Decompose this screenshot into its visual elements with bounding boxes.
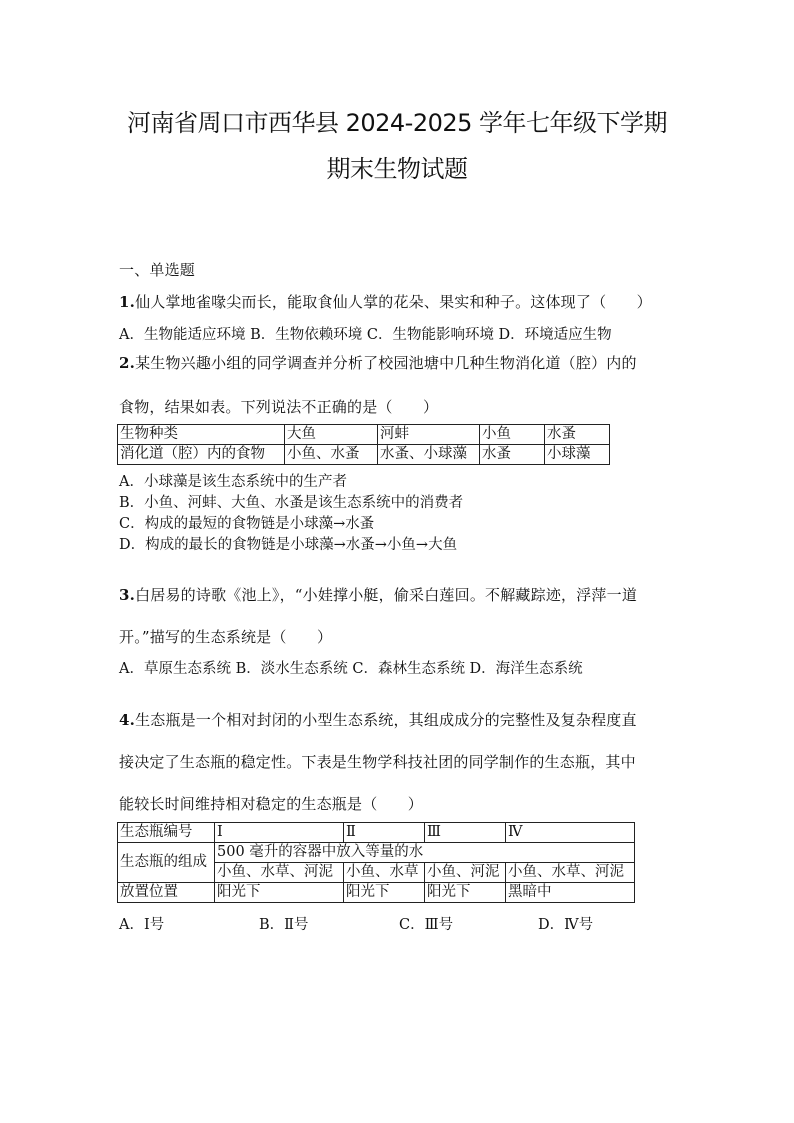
table-cell: 水蚤 — [545, 425, 610, 445]
question-number: 3. — [119, 586, 136, 604]
table-cell: 水蚤 — [480, 445, 545, 465]
question-3 — [119, 584, 637, 605]
question-2 — [119, 352, 637, 373]
table-cell: 500 毫升的容器中放入等量的水 — [215, 843, 635, 863]
table-row — [118, 425, 610, 445]
option-b: B．Ⅱ号 — [259, 917, 309, 933]
eco-bottle-table — [117, 822, 635, 903]
table-row — [118, 445, 610, 465]
food-table — [117, 424, 610, 465]
question-2-continued: 食物，结果如表。下列说法不正确的是（ ） — [119, 398, 439, 416]
table-cell: 阳光下 — [215, 883, 344, 903]
table-cell: Ⅱ — [344, 823, 425, 843]
table-cell: 小球藻 — [545, 445, 610, 465]
page-title-line-1: 河南省周口市西华县 2024-2025 学年七年级下学期 — [126, 109, 668, 137]
question-1-options: A．生物能适应环境 B．生物依赖环境 C．生物能影响环境 D．环境适应生物 — [119, 327, 612, 343]
question-4-continued: 能较长时间维持相对稳定的生态瓶是（ ） — [119, 795, 424, 813]
question-text: 白居易的诗歌《池上》，“小娃撑小艇，偷采白莲回。不解藏踪迹，浮萍一道 — [135, 586, 638, 604]
option-c: C．Ⅲ号 — [399, 917, 454, 933]
table-cell: Ⅳ — [506, 823, 635, 843]
section-heading: 一、单选题 — [119, 261, 196, 279]
table-cell: 小鱼、水草 — [344, 863, 425, 883]
table-cell: 河蚌 — [378, 425, 480, 445]
table-cell: 生态瓶编号 — [118, 823, 215, 843]
question-1 — [119, 291, 652, 312]
question-text: 仙人掌地雀喙尖而长，能取食仙人掌的花朵、果实和种子。这体现了（ ） — [135, 293, 652, 311]
table-cell: 大鱼 — [285, 425, 378, 445]
question-3-options: A．草原生态系统 B．淡水生态系统 C．森林生态系统 D．海洋生态系统 — [119, 661, 583, 677]
option-d: D．构成的最长的食物链是小球藻→水蚤→小鱼→大鱼 — [119, 537, 458, 553]
table-cell: 小鱼、水蚤 — [285, 445, 378, 465]
table-cell: 阳光下 — [425, 883, 506, 903]
question-number: 2. — [119, 354, 136, 372]
question-text: 生态瓶是一个相对封闭的小型生态系统，其组成成分的完整性及复杂程度直 — [135, 711, 637, 729]
table-cell: Ⅲ — [425, 823, 506, 843]
question-text: 某生物兴趣小组的同学调查并分析了校园池塘中几种生物消化道（腔）内的 — [135, 354, 637, 372]
table-cell: 黑暗中 — [506, 883, 635, 903]
question-3-continued: 开。”描写的生态系统是（ ） — [119, 628, 333, 646]
table-row — [118, 883, 635, 903]
table-cell: 阳光下 — [344, 883, 425, 903]
table-row — [118, 823, 635, 843]
page-title-line-2: 期末生物试题 — [326, 155, 468, 183]
question-number: 4. — [119, 711, 136, 729]
question-4-continued: 接决定了生态瓶的稳定性。下表是生物学科技社团的同学制作的生态瓶，其中 — [119, 753, 636, 771]
table-cell: 生物种类 — [118, 425, 285, 445]
table-cell: 消化道（腔）内的食物 — [118, 445, 285, 465]
table-cell: 水蚤、小球藻 — [378, 445, 480, 465]
option-a: A．小球藻是该生态系统中的生产者 — [119, 474, 347, 490]
option-a: A．Ⅰ号 — [119, 917, 165, 933]
table-cell: 小鱼 — [480, 425, 545, 445]
table-cell: 小鱼、水草、河泥 — [215, 863, 344, 883]
table-cell: Ⅰ — [215, 823, 344, 843]
table-cell: 小鱼、水草、河泥 — [506, 863, 635, 883]
table-cell: 生态瓶的组成 — [118, 843, 215, 883]
question-4 — [119, 709, 637, 730]
table-cell: 放置位置 — [118, 883, 215, 903]
table-cell: 小鱼、河泥 — [425, 863, 506, 883]
question-number: 1. — [119, 293, 136, 311]
table-row — [118, 843, 635, 863]
option-b: B．小鱼、河蚌、大鱼、水蚤是该生态系统中的消费者 — [119, 495, 464, 511]
option-d: D．Ⅳ号 — [538, 917, 594, 933]
option-c: C．构成的最短的食物链是小球藻→水蚤 — [119, 516, 375, 532]
